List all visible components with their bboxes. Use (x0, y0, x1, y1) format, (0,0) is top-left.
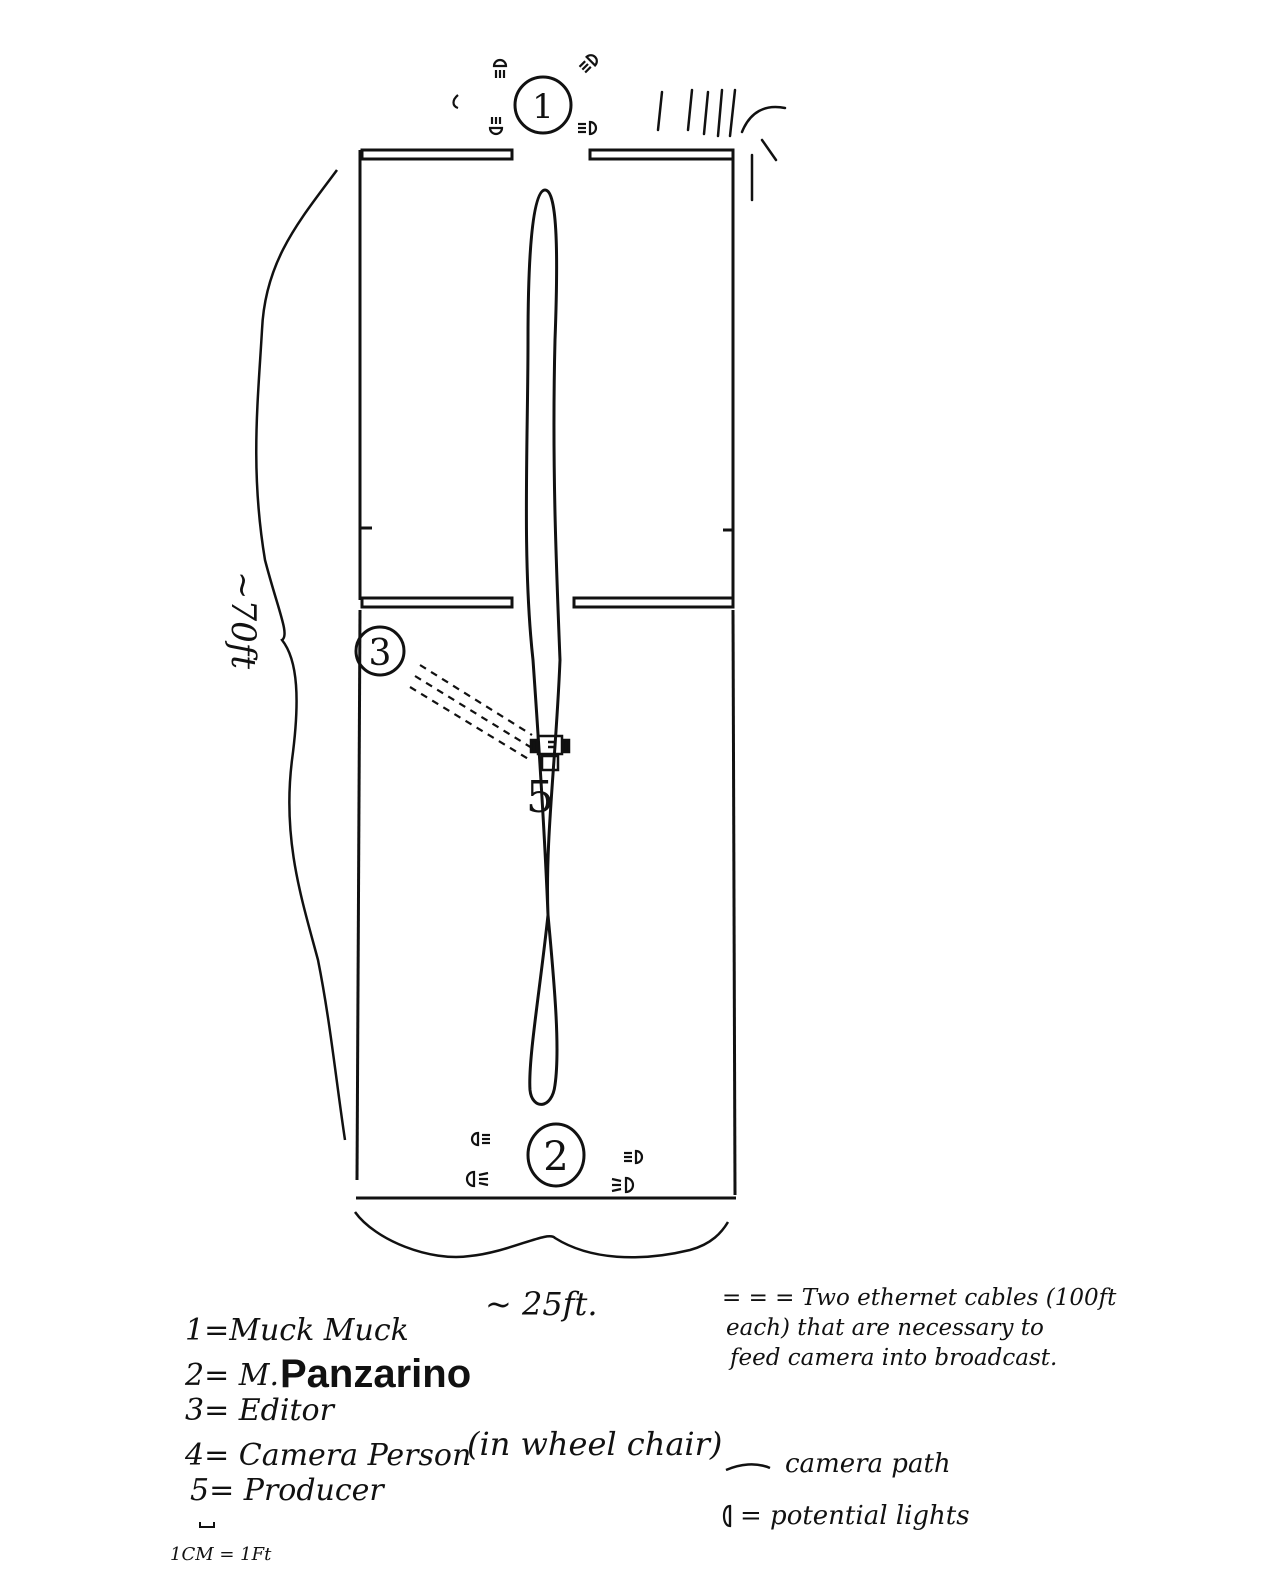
length-label: ~70ft (223, 571, 263, 669)
light-icon (612, 1178, 633, 1192)
top-wall-left-segment (362, 150, 512, 159)
partition-left-segment (362, 598, 512, 607)
cables-note-line-3: feed camera into broadcast. (730, 1345, 1058, 1371)
room-outline (356, 150, 736, 1198)
scale-bar (200, 1522, 214, 1527)
marker-2-label: 2 (543, 1134, 569, 1180)
notes (722, 1285, 1117, 1531)
room-left-wall-lower (357, 610, 360, 1180)
cables-note-line-1: = = = Two ethernet cables (100ft (722, 1285, 1117, 1311)
light-icon (472, 1133, 490, 1145)
legend-item-4-note: (in wheel chair) (467, 1425, 723, 1463)
light-icon (467, 1172, 488, 1186)
camera-path-legend-line (726, 1464, 770, 1470)
lights-note: = potential lights (740, 1501, 970, 1531)
light-icon (578, 122, 596, 134)
marker-3-label: 3 (368, 633, 392, 674)
partition-right-segment (574, 598, 733, 607)
legend-item-5: 5= Producer (190, 1473, 384, 1508)
marker-1-label: 1 (532, 87, 554, 127)
legend (170, 1313, 722, 1565)
corner-hatching (658, 90, 785, 200)
legend-item-1: 1=Muck Muck (185, 1313, 409, 1348)
room-right-wall-lower (733, 610, 735, 1195)
camera-path-note: camera path (785, 1449, 951, 1479)
marker-muck-muck (515, 77, 571, 133)
width-label: ~ 25ft. (485, 1285, 598, 1323)
light-icon (624, 1151, 642, 1163)
camera-person-icon (531, 736, 569, 770)
light-icon (494, 60, 506, 78)
marker-producer-label: 5 (526, 772, 554, 823)
light-icon (578, 53, 599, 74)
legend-item-2-prefix: 2= M. (185, 1358, 280, 1393)
light-icons-top (454, 53, 600, 134)
top-wall-right-segment (590, 150, 733, 159)
light-legend-icon (724, 1506, 730, 1526)
scale-label: 1CM = 1Ft (170, 1544, 272, 1565)
legend-item-2-name: Panzarino (280, 1352, 472, 1396)
length-brace (256, 170, 345, 1140)
light-icon (490, 117, 502, 134)
legend-item-3: 3= Editor (185, 1393, 334, 1428)
marker-editor (356, 627, 404, 675)
camera-path (526, 190, 560, 1104)
camera-body (538, 736, 562, 754)
cables-note-line-2: each) that are necessary to (726, 1315, 1044, 1341)
ethernet-cables (410, 665, 532, 760)
width-brace (355, 1212, 728, 1257)
top-wall (362, 150, 733, 159)
middle-partition (360, 528, 733, 607)
marker-panzarino (528, 1124, 584, 1186)
legend-item-4: 4= Camera Person (185, 1438, 472, 1473)
